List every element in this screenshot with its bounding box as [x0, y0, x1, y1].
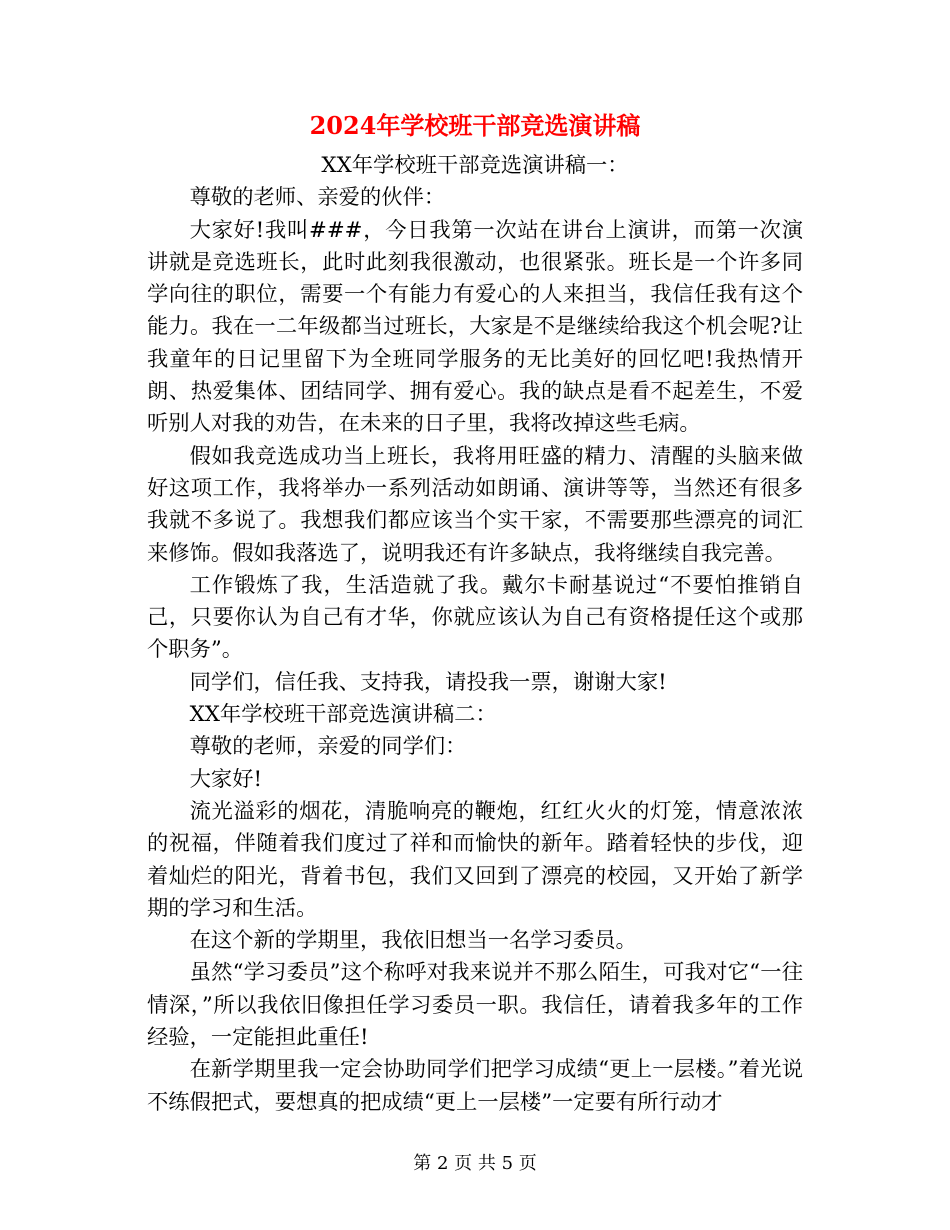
body-paragraph: 同学们，信任我、支持我，请投我一票，谢谢大家! [189, 669, 667, 695]
salutation-2: 尊敬的老师，亲爱的同学们： [189, 734, 467, 760]
body-paragraph: 大家好!我叫###，今日我第一次站在讲台上演讲，而第一次演讲就是竞选班长，此时此刻我很激动，也很紧张。班长是一个许多同学向往的职位，需要一个有能力有爱心的人来担当，我信任我有这个能力。我在一二年级都当过班长，大家是不是继续给我这个机会呢?让我童年的日记里留下为全班同学服务的无比美好的回忆吧!我热情开朗、热爱集体、团结同学、拥有爱心。我的缺点是看不起差生，不爱听别人对我的劝告，在未来的日子里，我将改掉这些毛病。 [147, 217, 803, 437]
body-paragraph: 在这个新的学期里，我依旧想当一名学习委员。 [189, 928, 637, 954]
greeting: 大家好! [189, 766, 263, 792]
salutation-1: 尊敬的老师、亲爱的伙伴： [189, 185, 446, 211]
section-heading-1: XX年学校班干部竞选演讲稿一： [321, 153, 629, 178]
body-paragraph: 在新学期里我一定会协助同学们把学习成绩“更上一层楼。”着光说不练假把式，要想真的把成绩“更上一层楼”一定要有所行动才 [147, 1057, 803, 1115]
body-paragraph: 假如我竞选成功当上班长，我将用旺盛的精力、清醒的头脑来做好这项工作，我将举办一系列活动如朗诵、演讲等等，当然还有很多我就不多说了。我想我们都应该当个实干家，不需要那些漂亮的词汇来修饰。假如我落选了，说明我还有许多缺点，我将继续自我完善。 [147, 443, 803, 566]
body-paragraph: 虽然“学习委员”这个称呼对我来说并不那么陌生，可我对它“一往情深，”所以我依旧像担任学习委员一职。我信任，请着我多年的工作经验，一定能担此重任! [147, 960, 803, 1051]
document-body [147, 150, 803, 1119]
body-paragraph: 流光溢彩的烟花，清脆响亮的鞭炮，红红火火的灯笼，情意浓浓的祝福，伴随着我们度过了祥和而愉快的新年。踏着轻快的步伐，迎着灿烂的阳光，背着书包，我们又回到了漂亮的校园，又开始了新学期的学习和生活。 [147, 798, 803, 921]
document-title: 2024年学校班干部竞选演讲稿 [309, 111, 641, 140]
page-number-footer: 第 2 页 共 5 页 [413, 1153, 537, 1174]
section-heading-2: XX年学校班干部竞选演讲稿二： [189, 702, 497, 728]
body-paragraph: 工作锻炼了我，生活造就了我。戴尔卡耐基说过“不要怕推销自己，只要你认为自己有才华，你就应该认为自己有资格提任这个或那个职务”。 [147, 572, 803, 663]
